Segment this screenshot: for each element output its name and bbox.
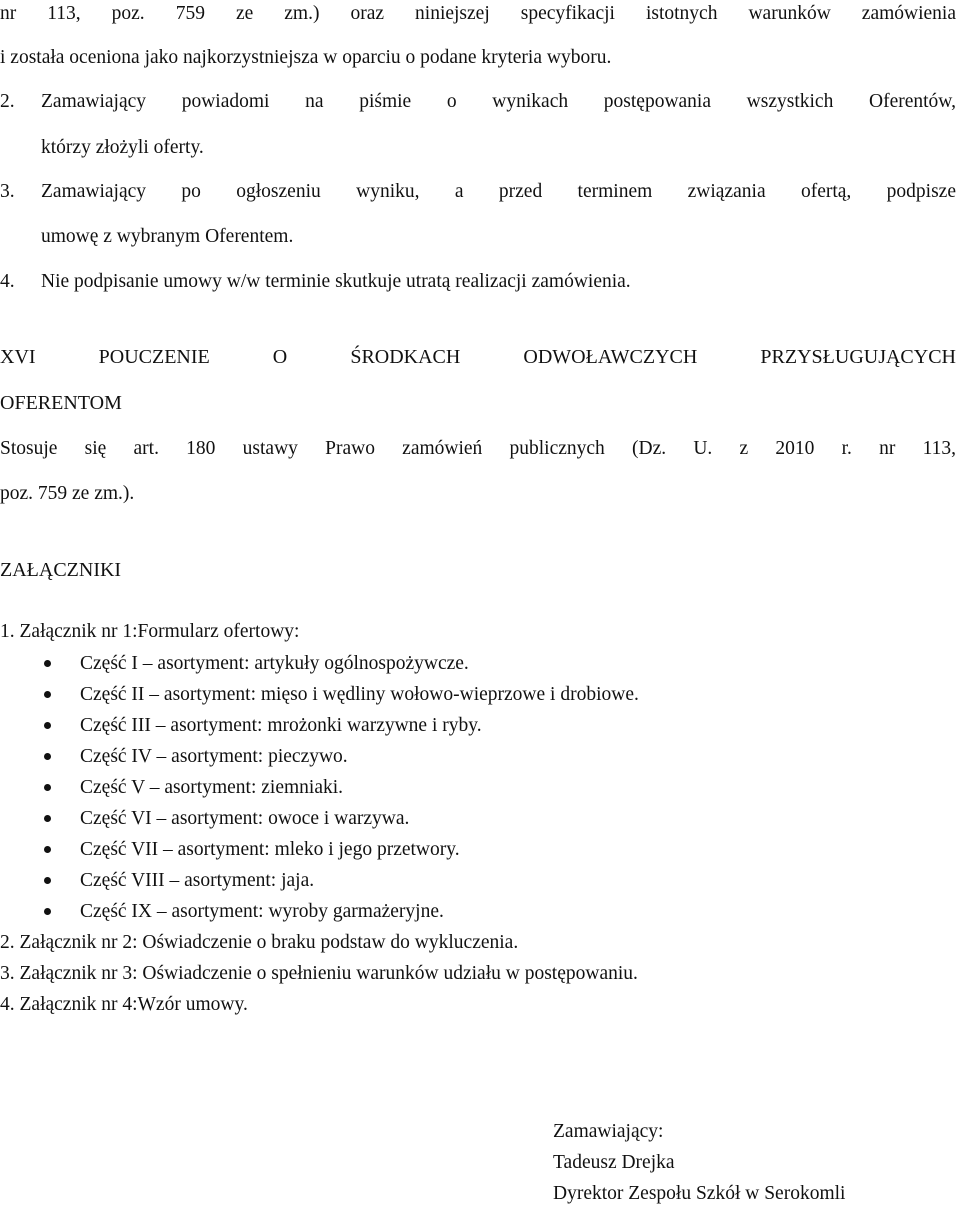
list-item-text: Zamawiający po ogłoszeniu wyniku, a przed terminem związania ofertą, podpisze: [41, 181, 956, 202]
section-heading: XVI POUCZENIE O ŚRODKACH ODWOŁAWCZYCH PRZYSŁUGUJĄCYCH: [0, 346, 956, 368]
list-item-text: Zamawiający powiadomi na piśmie o wynikach postępowania wszystkich Oferentów,: [41, 91, 956, 112]
bullet-icon: [44, 753, 51, 760]
list-item: Część V – asortyment: ziemniaki.: [80, 777, 344, 798]
paragraph-line: i została oceniona jako najkorzystniejsza w oparciu o podane kryteria wyboru.: [0, 47, 612, 68]
list-number: 4.: [0, 271, 15, 292]
signature-name: Tadeusz Drejka: [553, 1152, 675, 1173]
section-heading: OFERENTOM: [0, 392, 122, 414]
list-item: Część IX – asortyment: wyroby garmażeryjne.: [80, 901, 444, 922]
bullet-icon: [44, 815, 51, 822]
list-item-text: umowę z wybranym Oferentem.: [41, 226, 294, 247]
list-item: Część VIII – asortyment: jaja.: [80, 870, 315, 891]
signature-title: Dyrektor Zespołu Szkół w Serokomli: [553, 1183, 846, 1204]
list-item: Część II – asortyment: mięso i wędliny wołowo-wieprzowe i drobiowe.: [80, 684, 639, 705]
bullet-icon: [44, 722, 51, 729]
bullet-icon: [44, 784, 51, 791]
attachment-item: 4. Załącznik nr 4:Wzór umowy.: [0, 994, 248, 1015]
bullet-icon: [44, 877, 51, 884]
attachment-item: 3. Załącznik nr 3: Oświadczenie o spełnieniu warunków udziału w postępowaniu.: [0, 963, 638, 984]
bullet-icon: [44, 908, 51, 915]
list-item: Część I – asortyment: artykuły ogólnospożywcze.: [80, 653, 469, 674]
list-item: Część IV – asortyment: pieczywo.: [80, 746, 348, 767]
attachment-item: 2. Załącznik nr 2: Oświadczenie o braku podstaw do wykluczenia.: [0, 932, 519, 953]
list-item: Część VI – asortyment: owoce i warzywa.: [80, 808, 410, 829]
paragraph-line: poz. 759 ze zm.).: [0, 483, 135, 504]
list-item-text: którzy złożyli oferty.: [41, 137, 204, 158]
bullet-icon: [44, 660, 51, 667]
paragraph-line: Stosuje się art. 180 ustawy Prawo zamówień publicznych (Dz. U. z 2010 r. nr 113,: [0, 438, 956, 459]
signature-label: Zamawiający:: [553, 1121, 664, 1142]
list-item: Część III – asortyment: mrożonki warzywne i ryby.: [80, 715, 482, 736]
bullet-icon: [44, 691, 51, 698]
attachment-item: 1. Załącznik nr 1:Formularz ofertowy:: [0, 621, 300, 642]
paragraph-line: nr 113, poz. 759 ze zm.) oraz niniejszej specyfikacji istotnych warunków zamówienia: [0, 3, 956, 24]
list-number: 2.: [0, 91, 15, 112]
bullet-icon: [44, 846, 51, 853]
list-item-text: Nie podpisanie umowy w/w terminie skutkuje utratą realizacji zamówienia.: [41, 271, 631, 292]
attachments-heading: ZAŁĄCZNIKI: [0, 559, 122, 581]
list-item: Część VII – asortyment: mleko i jego przetwory.: [80, 839, 460, 860]
list-number: 3.: [0, 181, 15, 202]
